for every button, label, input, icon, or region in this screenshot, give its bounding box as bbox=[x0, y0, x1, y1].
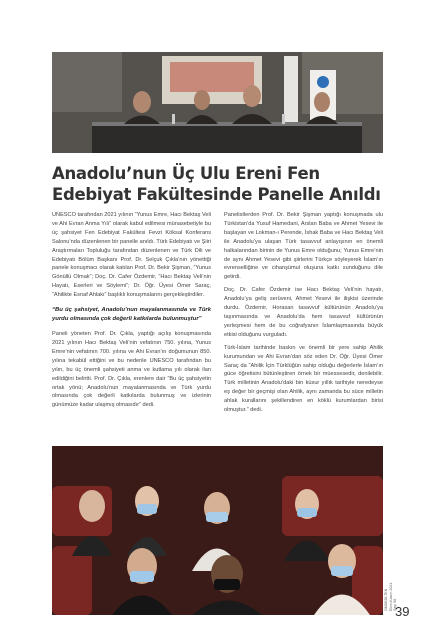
bulletin-issue-text: OMÜBÜLTEN Ekim-Kasım 2021 Sayı 98 bbox=[384, 582, 397, 611]
panel-speakers-illustration bbox=[52, 52, 383, 153]
left-column bbox=[52, 211, 211, 414]
article-title: Anadolu’nun Üç Ulu Ereni Fen Edebiyat Fakültesinde Panelle Anıldı bbox=[52, 164, 381, 204]
opening-speech-paragraph: Paneli yöneten Prof. Dr. Çıkla, yaptığı açılış konuşmasında 2021 yılının Hacı Bektaş Veli’nin vefatının 750. yılına, Yunus Emre’nin vefatının 700. yılına ve Ahi Evran’ın doğumunun 850. yılına tekabül ettiğini ve bu nedenle UNESCO tarafından bu yılın, bu üç önemli şahsiyeti anma ve kutlama yılı olarak ilan edildiğini belirtti. Prof. Dr. Çıkla, erenlere dair “Bu üç şahsiyetin ortak yönü; Anadolu’nun mayalanmasında ve Türk yurdu olmasında çok değerli katkılarda bulunmuş ve izlerinin günümüze kadar ulaşmış olmasıdır” dedi. bbox=[52, 331, 211, 409]
right-column bbox=[224, 211, 383, 419]
ozdemir-paragraph: Doç. Dr. Cafer Özdemir ise Hacı Bektaş Veli’nin hayatı, Anadolu’ya geliş serüveni, Ahmet Yesevi ile ilişkisi üzerinde durdu. Özdemir, Horasan tasavvuf kültürünün Anadolu’ya taşınmasında ve Anadolu’da hem tasavvuf kültürünün yerleşmesi hem de bu coğrafyanın İslamlaşmasında büyük etkisi olduğunu vurguladı. bbox=[224, 287, 383, 338]
intro-paragraph: UNESCO tarafından 2021 yılının “Yunus Emre, Hacı Bektaş Veli ve Ahi Evran Anma Yılı” olarak kabul edilmesi münasebetiyle bu üç şahsiyet Fen Edebiyat Fakültesi Fevzi Köksal Konferans Salonu’nda düzenlenen bir panelle anıldı. Türk Edebiyatı ve Şiiri Araştırmaları Topluluğu tarafından düzenlenen ve Türk Dili ve Edebiyatı Bölüm Başkanı Prof. Dr. Selçuk Çıkla’nın yönettiği panele konuşmacı olarak katılan Prof. Dr. Bekir Şişman, “Yunus Gönüllü Olmak”; Doç. Dr. Cafer Özdemir, “Hacı Bektaş Veli’nin Hayatı, Eserleri ve Söylemi”; Dr. Öğr. Üyesi Ömer Saraç, “Ahilikte Esnaf Ahlakı” başlıklı konuşmalarını gerçekleştirdiler. bbox=[52, 212, 211, 299]
page-number: 39 bbox=[395, 604, 410, 619]
sisman-paragraph: Panelistlerden Prof. Dr. Bekir Şişman yaptığı konuşmada ulu Türkistan’da Yusuf Hamedani, Arslan Baba ve Ahmet Yesevi ile başlayan ve Lokman-ı Perende, İshak Baba ve Hacı Bektaş Veli ile Anadolu’ya ulaşan Türk tasavvuf anlayışının en önemli halkalarından birinin de Yunus Emre olduğunu; Yunus Emre’nin de aynı Ahmet Yesevi gibi şiirlerini Türkçe söyleyerek İslam’ın evrenselliğine ve cihanşümul oluşuna katkı sunduğunu dile getirdi. bbox=[224, 212, 383, 281]
audience-illustration bbox=[52, 446, 383, 615]
audience-photo bbox=[52, 446, 383, 615]
sarac-paragraph: Türk-İslam tarihinde baskın ve önemli bir yere sahip Ahilik kurumundan ve Ahi Evran’dan söz eden Dr. Öğr. Üyesi Ömer Saraç da “Ahilik İçin Türklüğün sahip olduğu değerlerle İslam’ın güce öğretisini bütünleştiren örnek bir müessesedir, denilebilir. Türk milletinin Anadolu’daki bin küsur yıllık tarihiyle neredeyse eş değer bir geçmişi olan Ahilik, aynı zamanda bu süce milletin ahlak kurallarını şekillendiren en köklü kurumlardan birisi olmuştur.” dedi. bbox=[224, 344, 383, 414]
pull-quote: “Bu üç şahsiyet, Anadolu’nun mayalanmasında ve Türk yurdu olmasında çok değerli katkılarda bulunmuştur” bbox=[52, 307, 211, 323]
panel-speakers-photo bbox=[52, 52, 383, 153]
